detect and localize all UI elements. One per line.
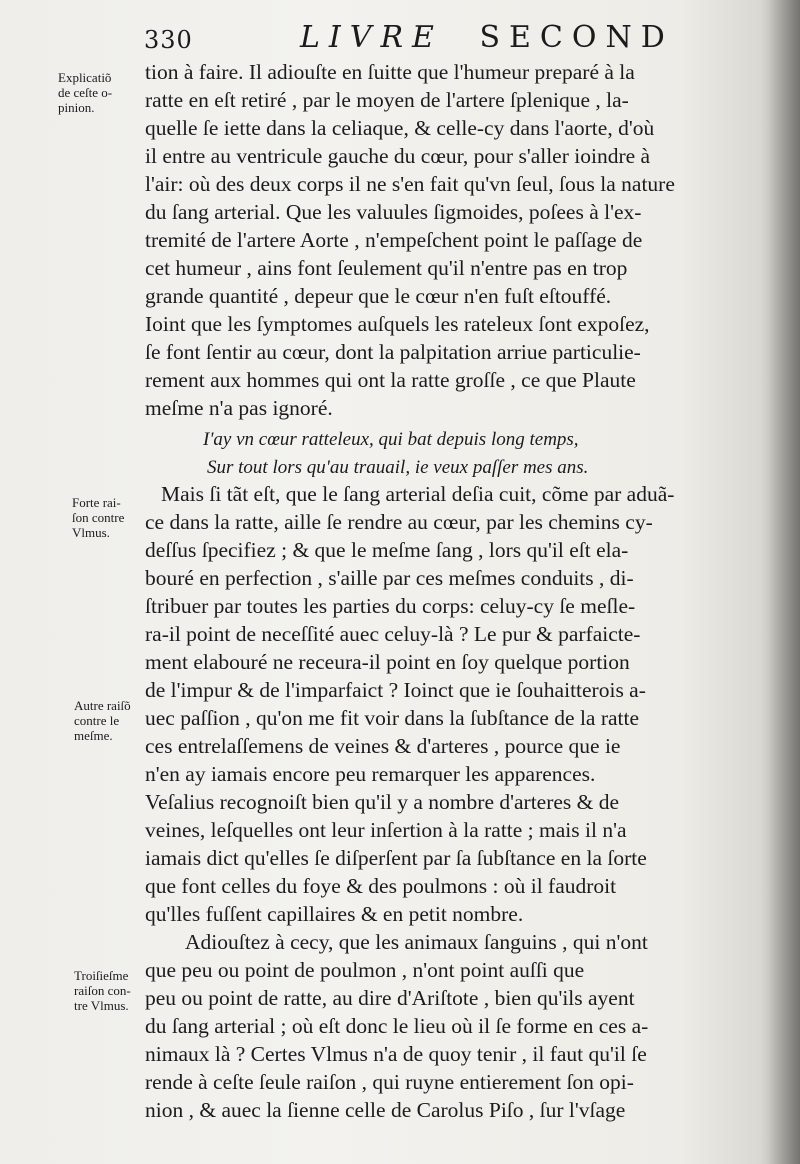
margin-note-autre-raison [74,698,131,743]
margin-note-line: contre le [74,713,120,728]
margin-note-line: Explicatiõ [58,70,112,85]
text-line: ce dans la ratte, aille ſe rendre au cœur, par les chemins cy- [145,510,653,534]
text-line: que font celles du foye & des poulmons : où il faudroit [145,874,617,898]
margin-note-line: pinion. [58,100,95,115]
text-line: que peu ou point de poulmon , n'ont point auſſi que [145,958,585,982]
text-line: grande quantité , depeur que le cœur n'en fuſt eſtouffé. [145,284,612,308]
margin-note-line: Autre raiſõ [74,698,131,713]
margin-note-forte-raison [72,495,124,540]
text-line: ſe font ſentir au cœur, dont la palpitation arriue particulie- [145,340,641,364]
text-line: rement aux hommes qui ont la ratte groſſe , ce que Plaute [145,368,636,392]
text-line: meſme n'a pas ignoré. [145,396,333,420]
text-line: qu'lles fuſſent capillaires & en petit nombre. [145,902,524,926]
page-number: 330 [144,26,193,54]
text-line: l'air: où des deux corps il ne s'en fait qu'vn ſeul, ſous la nature [145,172,675,196]
margin-note-line: ſon contre [72,510,125,525]
text-line: Adiouſtez à cecy, que les animaux ſanguins , qui n'ont [185,930,648,954]
text-line: cet humeur , ains font ſeulement qu'il n'entre pas en trop [145,256,628,280]
margin-note-troisieme-raison [74,968,131,1013]
text-line: n'en ay iamais encore peu remarquer les apparences. [145,762,596,786]
margin-note-line: tre Vlmus. [74,998,129,1013]
margin-note-line: meſme. [74,728,113,743]
text-line: tremité de l'artere Aorte , n'empeſchent point le paſſage de [145,228,643,252]
text-line: ſtribuer par toutes les parties du corps: celuy-cy ſe meſle- [145,594,636,618]
text-line: peu ou point de ratte, au dire d'Ariſtote , bien qu'ils ayent [145,986,635,1010]
text-line: veines, leſquelles ont leur inſertion à la ratte ; mais il n'a [145,818,627,842]
text-line: bouré en perfection , s'aille par ces meſmes conduits , di- [145,566,634,590]
verse-line: I'ay vn cœur ratteleux, qui bat depuis long temps, [203,429,579,450]
margin-note-line: de ceſte o- [58,85,113,100]
text-line: tion à faire. Il adiouſte en ſuitte que l'humeur preparé à la [145,60,635,84]
verse-line: Sur tout lors qu'au trauail, ie veux paſſer mes ans. [207,457,589,478]
page-header [140,20,760,64]
running-title-word-1: LIVRE [300,20,443,55]
text-line: rende à ceſte ſeule raiſon , qui ruyne entierement ſon opi- [145,1070,634,1094]
text-line: du ſang arterial ; où eſt donc le lieu où il ſe forme en ces a- [145,1014,649,1038]
text-line: du ſang arterial. Que les valuules ſigmoides, poſees à l'ex- [145,200,642,224]
text-line: Ioint que les ſymptomes auſquels les rateleux ſont expoſez, [145,312,650,336]
margin-note-line: Forte rai- [72,495,121,510]
text-line: uec paſſion , qu'on me fit voir dans la ſubſtance de la ratte [145,706,640,730]
text-line: ment elabouré ne receura-il point en ſoy quelque portion [145,650,630,674]
text-line: de l'impur & de l'imparfaict ? Ioinct que ie ſouhaitterois a- [145,678,646,702]
text-line: Mais ſi tãt eſt, que le ſang arterial deſia cuit, cõme par aduã- [161,482,675,506]
margin-note-explication [58,70,112,115]
margin-note-line: Troiſieſme [74,968,129,983]
text-line: iamais dict qu'elles ſe diſperſent par ſa ſubſtance en la ſorte [145,846,647,870]
text-line: nion , & auec la ſienne celle de Carolus Piſo , ſur l'vſage [145,1098,626,1122]
margin-note-line: raiſon con- [74,983,131,998]
running-title [300,20,674,55]
page-edge-shadow [760,0,800,1164]
margin-note-line: Vlmus. [72,525,110,540]
text-line: ces entrelaſſemens de veines & d'arteres , pource que ie [145,734,621,758]
running-title-word-2: SECOND [479,20,674,55]
text-line: ratte en eſt retiré , par le moyen de l'artere ſplenique , la- [145,88,629,112]
text-line: nimaux là ? Certes Vlmus n'a de quoy tenir , il faut qu'il ſe [145,1042,647,1066]
text-line: deſſus ſpecifiez ; & que le meſme ſang , lors qu'il eſt ela- [145,538,629,562]
text-line: Veſalius recognoiſt bien qu'il y a nombre d'arteres & de [145,790,620,814]
text-line: ra-il point de neceſſité auec celuy-là ? Le pur & parfaicte- [145,622,641,646]
text-line: quelle ſe iette dans la celiaque, & celle-cy dans l'aorte, d'où [145,116,655,140]
text-line: il entre au ventricule gauche du cœur, pour s'aller ioindre à [145,144,651,168]
